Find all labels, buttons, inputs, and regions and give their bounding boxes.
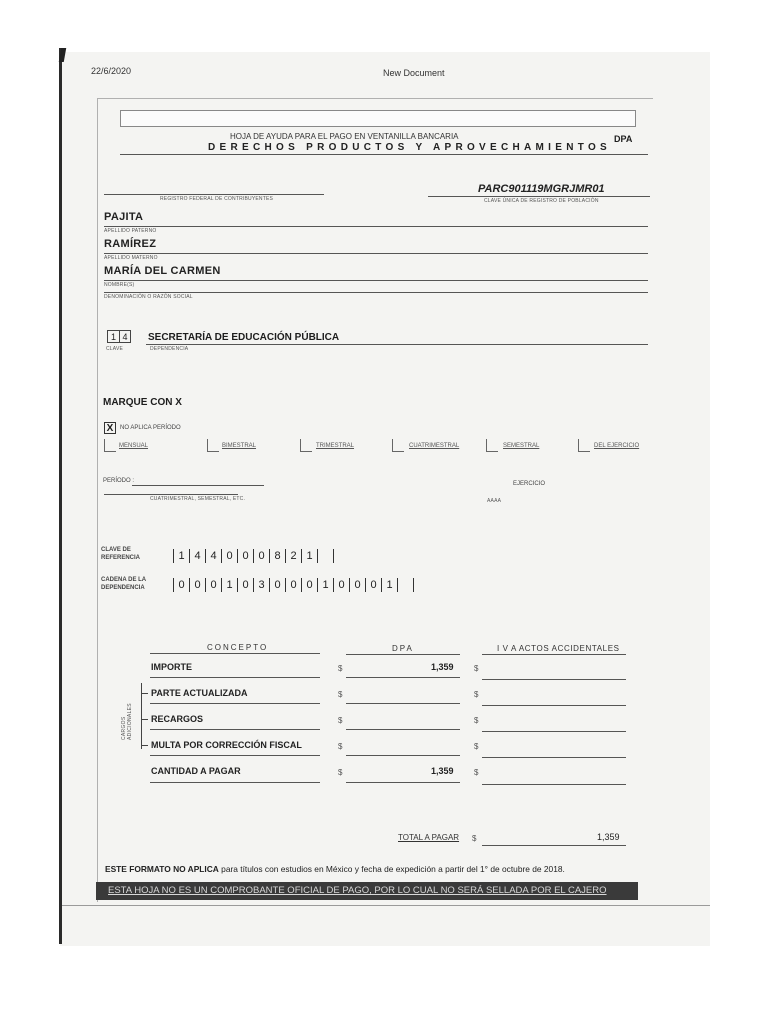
col-concepto: CONCEPTO <box>207 643 269 652</box>
row-rule <box>150 782 320 783</box>
label-mensual: MENSUAL <box>119 443 149 449</box>
page-edge-shadow <box>59 48 62 944</box>
form-subtitle: DERECHOS PRODUCTOS Y APROVECHAMIENTOS <box>208 142 612 153</box>
ref-digit: 1 <box>302 549 318 563</box>
col-dpa-rule <box>346 654 460 655</box>
total-rule <box>482 845 626 846</box>
form-title: HOJA DE AYUDA PARA EL PAGO EN VENTANILLA BANCARIA <box>230 132 459 141</box>
row-recargos-label: RECARGOS <box>151 714 204 724</box>
periodo-sublabel: CUATRIMESTRAL, SEMESTRAL, ETC. <box>150 496 246 502</box>
clave-referencia-label-line2: REFERENCIA <box>101 555 141 561</box>
currency-sign: $ <box>338 716 343 725</box>
total-label: TOTAL A PAGAR <box>398 833 460 842</box>
clave-digit: 4 <box>119 330 131 343</box>
total-value: 1,359 <box>597 832 620 842</box>
cadena-digit: 0 <box>206 578 222 592</box>
dpa-badge: DPA <box>614 134 633 144</box>
cadena-digit: 0 <box>350 578 366 592</box>
periodo-label: PERÍODO : <box>103 478 135 484</box>
apellido-paterno-label: APELLIDO PATERNO <box>104 228 157 234</box>
bracket-tick <box>141 693 148 694</box>
ref-digit: 0 <box>238 549 254 563</box>
clave-digit: 1 <box>107 330 119 343</box>
row-parte-actualizada-label: PARTE ACTUALIZADA <box>151 688 248 698</box>
curp-line <box>428 196 650 197</box>
currency-sign: $ <box>338 742 343 751</box>
cadena-dependencia-label <box>101 576 146 592</box>
footer-note <box>105 864 565 874</box>
checkbox-mensual[interactable] <box>104 439 116 452</box>
ref-digit <box>318 549 334 563</box>
apellido-materno-label: APELLIDO MATERNO <box>104 255 158 261</box>
footer-note-bold: ESTE FORMATO NO APLICA <box>105 864 219 874</box>
row-importe-dpa: 1,359 <box>431 662 454 672</box>
row-multa-label: MULTA POR CORRECCIÓN FISCAL <box>151 740 302 750</box>
cadena-digit: 0 <box>334 578 350 592</box>
cadena-digit: 0 <box>174 578 190 592</box>
bracket-tick <box>141 745 148 746</box>
label-bimestral: BIMESTRAL <box>222 443 257 449</box>
ref-digit: 4 <box>190 549 206 563</box>
cargos-adicionales-label: CARGOS ADICIONALES <box>121 703 133 740</box>
cadena-digit: 0 <box>270 578 286 592</box>
ref-digit: 1 <box>174 549 190 563</box>
label-del-ejercicio: DEL EJERCICIO <box>594 443 640 449</box>
no-aplica-checkbox[interactable]: X <box>104 422 116 434</box>
bracket-tick <box>141 719 148 720</box>
marque-heading: MARQUE CON X <box>103 397 182 408</box>
cadena-label-line2: DEPENDENCIA <box>101 585 145 591</box>
row-rule <box>346 677 460 678</box>
col-concepto-rule <box>150 653 320 654</box>
col-iva: I V A ACTOS ACCIDENTALES <box>497 644 620 653</box>
cadena-digit: 3 <box>254 578 270 592</box>
row-rule <box>150 755 320 756</box>
ref-digit: 8 <box>270 549 286 563</box>
cadena-digit <box>398 578 414 592</box>
label-semestral: SEMESTRAL <box>503 443 540 449</box>
row-rule <box>482 731 626 732</box>
checkbox-trimestral[interactable] <box>300 439 312 452</box>
rfc-label: REGISTRO FEDERAL DE CONTRIBUYENTES <box>160 196 274 202</box>
col-iva-rule <box>482 654 626 655</box>
checkbox-bimestral[interactable] <box>207 439 219 452</box>
currency-sign: $ <box>474 768 479 777</box>
row-cantidad-label: CANTIDAD A PAGAR <box>151 766 241 776</box>
footer-note-rest: para títulos con estudios en México y fecha de expedición a partir del 1° de octubre de 2018. <box>218 864 565 874</box>
cadena-digit: 0 <box>286 578 302 592</box>
clave-referencia-label-line1: CLAVE DE <box>101 547 131 553</box>
dependencia-name: SECRETARÍA DE EDUCACIÓN PÚBLICA <box>148 332 340 343</box>
cadena-label-line1: CADENA DE LA <box>101 577 147 583</box>
clave-label: CLAVE <box>106 346 124 352</box>
dependencia-line <box>146 344 648 345</box>
col-dpa: DPA <box>392 644 414 653</box>
row-rule <box>346 703 460 704</box>
top-blank-box <box>120 110 636 127</box>
currency-sign: $ <box>338 664 343 673</box>
ejercicio-label: EJERCICIO <box>513 481 546 487</box>
scan-fold-line <box>62 905 710 906</box>
curp-label: CLAVE ÚNICA DE REGISTRO DE POBLACIÓN <box>484 198 599 204</box>
title-rule <box>120 154 648 155</box>
nombre-label: NOMBRE(S) <box>104 282 135 288</box>
currency-sign: $ <box>474 742 479 751</box>
no-aplica-label: NO APLICA PERÍODO <box>120 425 181 431</box>
cadena-digit: 0 <box>238 578 254 592</box>
row-rule <box>482 757 626 758</box>
paterno-line <box>104 226 648 227</box>
checkbox-del-ejercicio[interactable] <box>578 439 590 452</box>
currency-sign: $ <box>474 664 479 673</box>
cadena-digit: 1 <box>318 578 334 592</box>
cadena-digit: 1 <box>222 578 238 592</box>
currency-sign: $ <box>474 690 479 699</box>
checkbox-semestral[interactable] <box>486 439 498 452</box>
clave-referencia-label <box>101 546 140 562</box>
row-rule <box>150 677 320 678</box>
row-rule <box>346 729 460 730</box>
currency-sign: $ <box>338 690 343 699</box>
row-rule <box>346 755 460 756</box>
currency-sign: $ <box>474 716 479 725</box>
cadena-digit: 1 <box>382 578 398 592</box>
row-importe-label: IMPORTE <box>151 662 193 672</box>
clave-referencia-digits <box>173 549 334 563</box>
print-date: 22/6/2020 <box>91 66 132 76</box>
row-rule <box>482 679 626 680</box>
razon-social-line <box>104 292 648 293</box>
periodo-line <box>132 485 264 486</box>
ref-digit: 2 <box>286 549 302 563</box>
periodo-line-2 <box>104 494 238 495</box>
row-cantidad-dpa: 1,359 <box>431 766 454 776</box>
ref-digit: 0 <box>254 549 270 563</box>
dependencia-label: DEPENDENCIA <box>150 346 189 352</box>
clave-dependencia-box <box>107 330 131 343</box>
label-cuatrimestral: CUATRIMESTRAL <box>409 443 460 449</box>
apellido-materno-value: RAMÍREZ <box>104 238 157 250</box>
row-rule <box>482 784 626 785</box>
razon-social-label: DENOMINACIÓN O RAZÓN SOCIAL <box>104 294 193 300</box>
row-rule <box>346 782 460 783</box>
label-trimestral: TRIMESTRAL <box>316 443 355 449</box>
currency-sign: $ <box>338 768 343 777</box>
row-rule <box>150 729 320 730</box>
row-rule <box>482 705 626 706</box>
cadena-digit: 0 <box>366 578 382 592</box>
row-rule <box>150 703 320 704</box>
ref-digit: 4 <box>206 549 222 563</box>
cadena-digit: 0 <box>302 578 318 592</box>
cadena-digit: 0 <box>190 578 206 592</box>
ref-digit: 0 <box>222 549 238 563</box>
nombre-value: MARÍA DEL CARMEN <box>104 265 221 277</box>
materno-line <box>104 253 648 254</box>
curp-value: PARC901119MGRJMR01 <box>478 183 605 195</box>
ejercicio-sublabel: AAAA <box>487 498 502 504</box>
nombre-line <box>104 280 648 281</box>
currency-sign: $ <box>472 834 477 843</box>
footer-banner: ESTA HOJA NO ES UN COMPROBANTE OFICIAL DE PAGO, POR LO CUAL NO SERÁ SELLADA POR EL CAJERO <box>96 882 638 900</box>
print-document-name: New Document <box>383 68 445 78</box>
checkbox-cuatrimestral[interactable] <box>392 439 404 452</box>
cadena-dependencia-digits <box>173 578 414 592</box>
apellido-paterno-value: PAJITA <box>104 211 144 223</box>
rfc-line <box>104 194 324 195</box>
